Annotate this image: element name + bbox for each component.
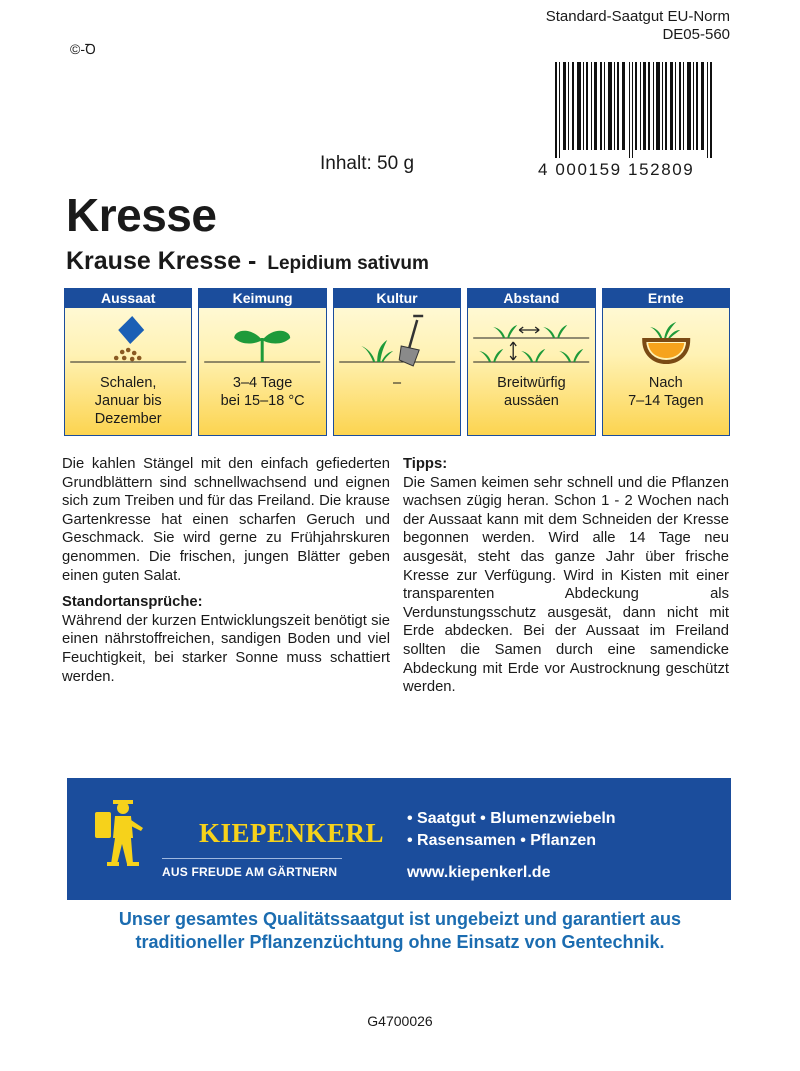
harvest-bowl-icon (603, 308, 729, 374)
barcode-number: 4 000159 152809 (538, 160, 695, 179)
location-heading: Standortansprüche: (62, 594, 203, 611)
card-text (334, 374, 460, 392)
card-abstand (467, 288, 595, 436)
description-column (62, 455, 390, 686)
seed-norm (546, 8, 730, 44)
card-line: 3–4 Tage (232, 375, 293, 391)
spade-icon (334, 308, 460, 374)
card-line: Schalen, (99, 375, 157, 391)
card-line: bei 15–18 °C (220, 393, 305, 409)
card-heading: Abstand (468, 289, 594, 308)
product-range-line: • Saatgut • Blumenzwiebeln (407, 810, 616, 827)
seed-packet-icon (65, 308, 191, 374)
brand-banner (67, 778, 731, 900)
brand-logo: KIEPENKERL (199, 818, 385, 848)
divider (162, 858, 342, 859)
quality-line: traditioneller Pflanzenzüchtung ohne Einsatz von Gentechnik. (135, 932, 665, 952)
card-text (468, 374, 594, 410)
article-code: G4700026 (367, 1013, 433, 1029)
card-aussaat (64, 288, 192, 436)
tips-text: Die Samen keimen sehr schnell und die Pflanzen wachsen zügig heran. Schon 1 - 2 Wochen nach der Aussaat kann mit dem Schneiden der Kresse begonnen werden. Wird alle 14 Tage neu ausgesät, steht das ganze Jahr über frische Kresse zur Verfügung. Wird in Kisten mit einer transparenten Abdeckung als Verdunstungsschutz ausgesät, dann nicht mit Erde abdecken. Bei der Aussaat im Freiland sollten die Samen durch eine samendicke Abdeckung mit Erde vor Austrocknung geschützt werden. (403, 474, 729, 696)
card-line: Breitwürfig (497, 375, 566, 391)
latin-name: Lepidium sativum (267, 253, 429, 274)
card-line: – (392, 375, 402, 391)
product-subtitle (66, 247, 429, 276)
card-heading: Ernte (603, 289, 729, 308)
card-line: Januar bis (94, 393, 162, 409)
product-range-line: • Rasensamen • Pflanzen (407, 832, 597, 849)
net-content: Inhalt: 50 g (320, 153, 415, 174)
card-heading: Kultur (334, 289, 460, 308)
card-heading: Aussaat (65, 289, 191, 308)
barcode (555, 62, 715, 158)
card-heading: Keimung (199, 289, 325, 308)
quality-line: Unser gesamtes Qualitätssaatgut ist ungebeizt und garantiert aus (118, 909, 682, 929)
card-line: 7–14 Tagen (628, 393, 704, 409)
card-ernte (602, 288, 730, 436)
card-kultur (333, 288, 461, 436)
product-title: Kresse (66, 189, 217, 241)
copyright-mark: ©-Ꝺ (70, 41, 96, 57)
spacing-icon (468, 308, 594, 374)
location-text: Während der kurzen Entwicklungszeit benötigt sie einen nährstoffreichen, sandigen Boden und viel Feuchtigkeit, bei starker Sonne muss schattiert werden. (62, 612, 390, 685)
website-url: www.kiepenkerl.de (407, 864, 551, 881)
variety-name: Krause Kresse - (66, 247, 257, 275)
quality-statement (0, 908, 800, 954)
cultivation-cards (64, 288, 730, 436)
brand-slogan: AUS FREUDE AM GÄRTNERN (162, 865, 338, 879)
product-range (407, 808, 616, 852)
norm-code: DE05-560 (662, 26, 730, 43)
seedling-icon (199, 308, 325, 374)
tips-column (403, 455, 729, 697)
card-text (603, 374, 729, 410)
card-text (199, 374, 325, 410)
card-line: Dezember (94, 411, 162, 427)
kiepenkerl-figure-icon (89, 798, 153, 870)
card-keimung (198, 288, 326, 436)
card-line: aussäen (504, 393, 559, 409)
description-text: Die kahlen Stängel mit den einfach gefiederten Grundblättern sind schnellwachsend und eignen sich zum Treiben und für das Freiland. Die krause Gartenkresse hat einen scharfen Geruch und Geschmack. Sie wird gerne zu Frühjahrskuren genommen. Die frischen, jungen Blätter geben einen guten Salat. (62, 456, 390, 584)
tips-heading: Tipps: (403, 456, 448, 472)
card-text (65, 374, 191, 428)
card-line: Nach (648, 375, 683, 391)
norm-standard: Standard-Saatgut EU-Norm (545, 8, 730, 25)
